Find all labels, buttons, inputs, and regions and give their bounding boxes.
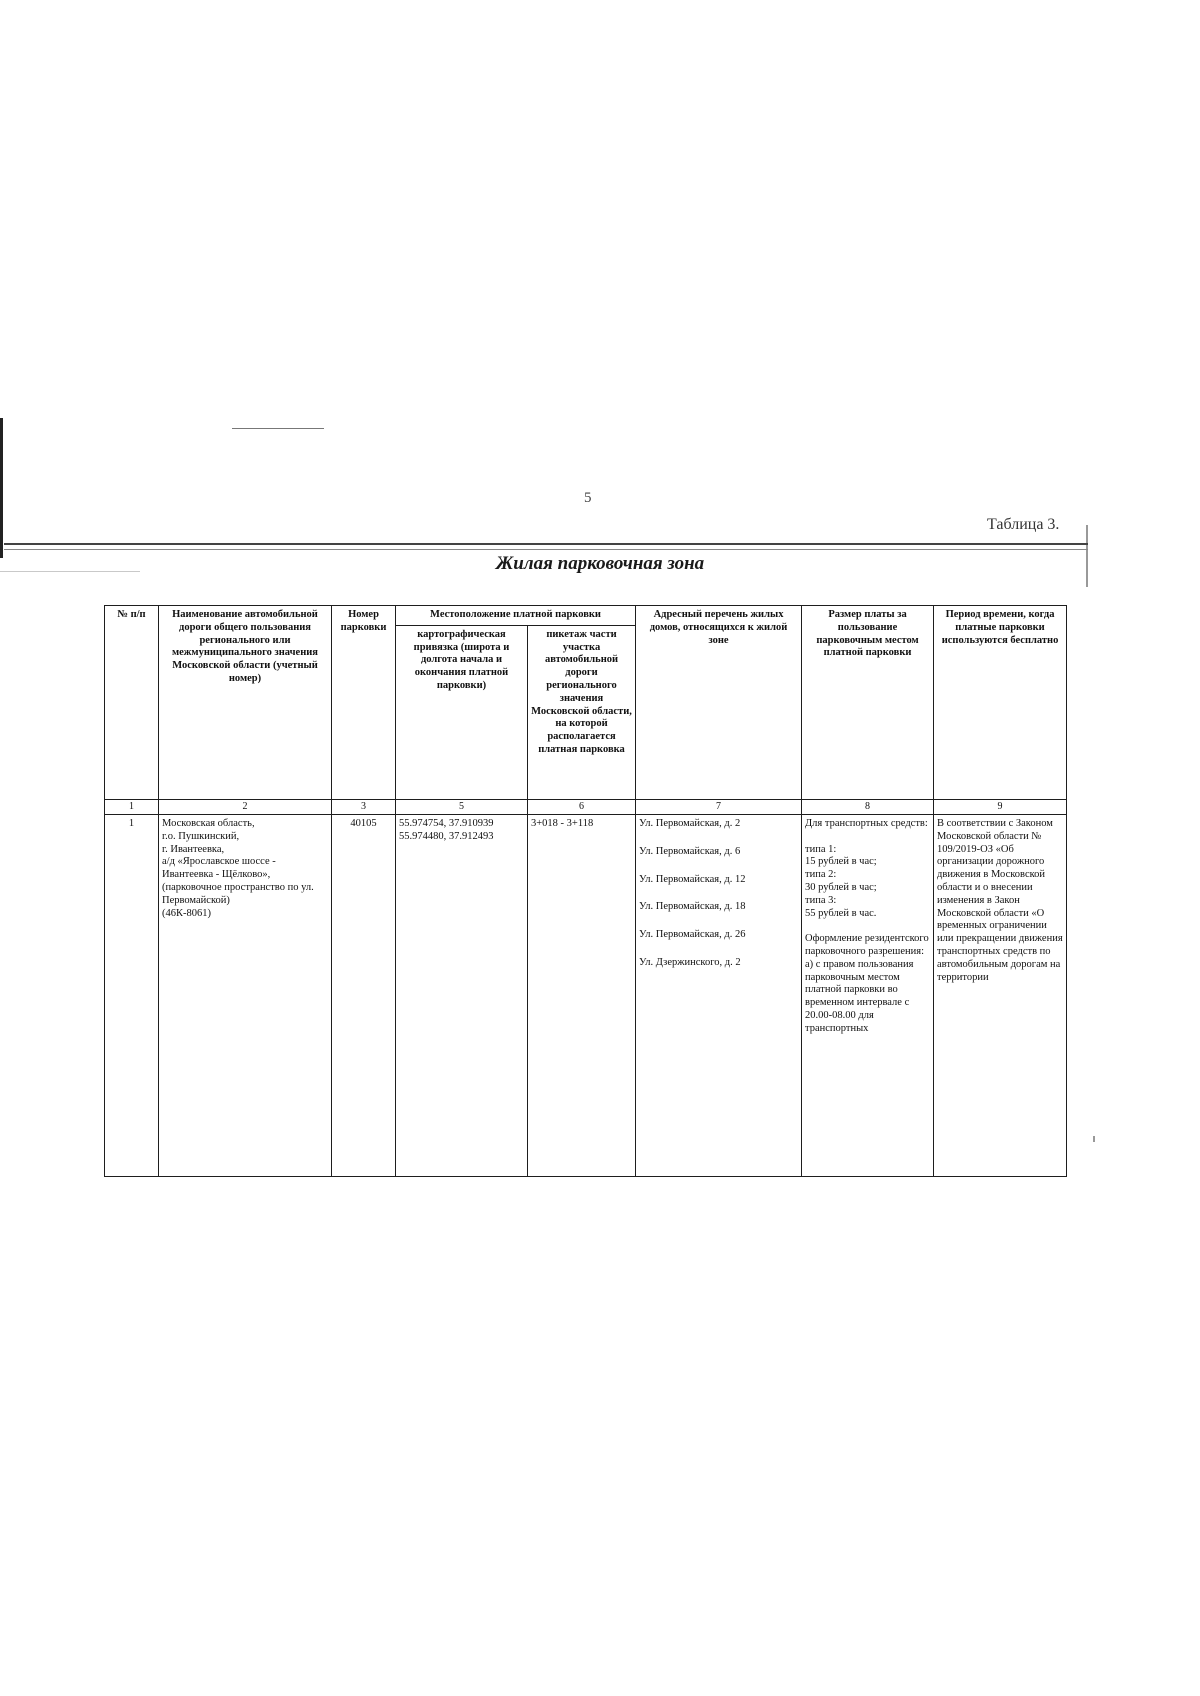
header-cell-addresses: Адресный перечень жилых домов, относящихся к жилой зоне — [636, 606, 802, 800]
column-number: 8 — [802, 799, 934, 814]
list-item: Ул. Первомайская, д. 6 — [639, 845, 741, 857]
header-rule — [4, 543, 1088, 545]
cell-coordinates: 55.974754, 37.910939 55.974480, 37.912493 — [396, 814, 528, 1176]
header-cell-free-period: Период времени, когда платные парковки используются бесплатно — [934, 606, 1067, 800]
column-number: 9 — [934, 799, 1067, 814]
column-number: 2 — [159, 799, 332, 814]
cell-road: Московская область, г.о. Пушкинский, г. Ивантеевка, а/д «Ярославское шоссе - Ивантеевка - Щёлково», (парковочное пространство по ул. Первомайской) (46К-8061) — [159, 814, 332, 1176]
column-number: 3 — [332, 799, 396, 814]
cell-parking-number: 40105 — [332, 814, 396, 1176]
list-item: Ул. Дзержинского, д. 2 — [639, 956, 741, 968]
header-cell-parking-number: Номер парковки — [332, 606, 396, 800]
table-header-row — [105, 606, 1067, 626]
column-number: 1 — [105, 799, 159, 814]
column-number-row — [105, 799, 1067, 814]
header-cell-picket: пикетаж части участка автомобильной дороги регионального значения Московской области, на которой располагается платная парковка — [528, 625, 636, 799]
list-item: Ул. Первомайская, д. 2 — [639, 817, 741, 829]
scan-edge-mark — [0, 418, 3, 558]
header-cell-coordinates: картографическая привязка (широта и долгота начала и окончания платной парковки) — [396, 625, 528, 799]
table-row — [105, 814, 1067, 1176]
scan-stroke — [232, 428, 324, 429]
list-item: Ул. Первомайская, д. 26 — [639, 929, 746, 941]
list-item: Ул. Первомайская, д. 12 — [639, 873, 746, 885]
cell-free-period: В соответствии с Законом Московской области № 109/2019-ОЗ «Об организации дорожного движения в Московской области и о внесении изменения в Закон Московской области «О временных ограничении или прекращении движения транспортных средств по автомобильным дорогам на территории — [934, 814, 1067, 1176]
cell-fee: Для транспортных средств: типа 1: 15 рублей в час; типа 2: 30 рублей в час; типа 3: 55 рублей в час. Оформление резидентского парковочного разрешения: а) с правом пользования парковочным местом платной парковки во временном интервале с 20.00-08.00 для транспортных — [802, 814, 934, 1176]
zone-title: Жилая парковочная зона — [495, 553, 705, 574]
header-rule — [4, 549, 1088, 550]
parking-zone-table — [104, 605, 1067, 1177]
column-number: 6 — [528, 799, 636, 814]
column-number: 7 — [636, 799, 802, 814]
header-cell-road: Наименование автомобильной дороги общего пользования регионального или межмуниципального значения Московской области (учетный номер) — [159, 606, 332, 800]
column-number: 5 — [396, 799, 528, 814]
header-cell-location-group: Местоположение платной парковки — [396, 606, 636, 626]
table-label: Таблица 3. — [987, 516, 1060, 533]
address-list — [639, 818, 798, 970]
cell-row-number: 1 — [105, 814, 159, 1176]
list-item: Ул. Первомайская, д. 18 — [639, 901, 746, 913]
header-cell-number: № п/п — [105, 606, 159, 800]
header-cell-fee: Размер платы за пользование парковочным местом платной парковки — [802, 606, 934, 800]
page-number: 5 — [584, 490, 592, 506]
cell-addresses — [636, 814, 802, 1176]
cell-picket: 3+018 - 3+118 — [528, 814, 636, 1176]
scan-noise — [1093, 1136, 1095, 1142]
